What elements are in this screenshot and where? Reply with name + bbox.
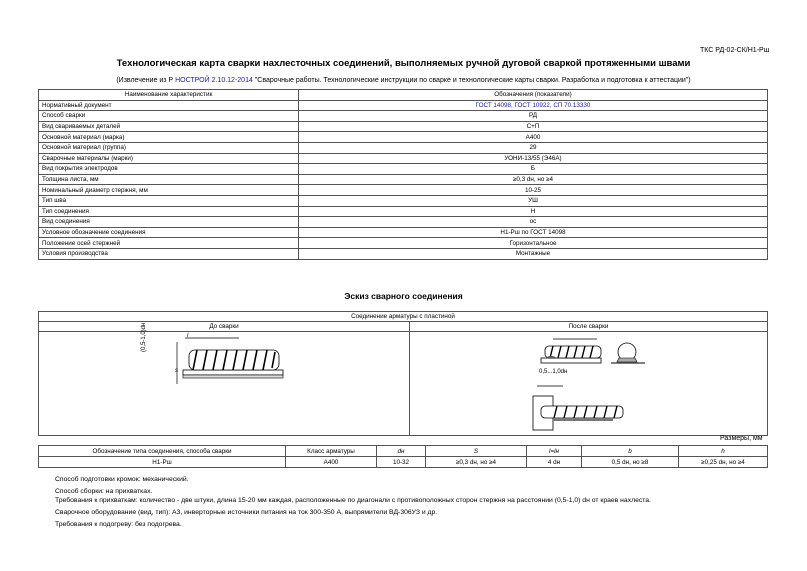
- row-value[interactable]: ГОСТ 14098, ГОСТ 10922, СП 70.13330: [299, 100, 768, 111]
- after-dimension-label: 0,5...1,0dн: [539, 369, 568, 375]
- cell-designation: Н1-Рш: [39, 457, 286, 468]
- offset-dimension-label: (0,5-1,0)dн: [141, 322, 147, 352]
- table-row: [39, 227, 768, 238]
- table-row: [39, 457, 768, 468]
- header-name: Наименование характеристик: [39, 90, 299, 101]
- row-value: Н: [299, 206, 768, 217]
- table-row: [39, 153, 768, 164]
- header-b: b: [582, 446, 679, 457]
- before-welding-header: До сварки: [39, 322, 409, 332]
- row-name: Способ сварки: [39, 111, 299, 122]
- page-title: Технологическая карта сварки нахлесточных соединений, выполняемых ручной дуговой сваркой протяженными швами: [116, 58, 691, 69]
- cell-l: 4 dн: [527, 457, 582, 468]
- table-row: [39, 185, 768, 196]
- row-value: С+П: [299, 121, 768, 132]
- row-value: Б: [299, 164, 768, 175]
- sketch-header: Соединение арматуры с пластиной: [39, 312, 767, 322]
- plate-shape: [183, 375, 283, 378]
- weld-bead: [553, 418, 613, 421]
- row-name: Условия производства: [39, 248, 299, 259]
- row-value: УОНИ-13/55 (Э46А): [299, 153, 768, 164]
- table-row: [39, 238, 768, 249]
- page-subtitle: [0, 77, 807, 84]
- column-divider: [409, 322, 410, 436]
- row-name: Тип соединения: [39, 206, 299, 217]
- row-value: Горизонтальное: [299, 238, 768, 249]
- row-value: 10-25: [299, 185, 768, 196]
- row-value: Монтажные: [299, 248, 768, 259]
- rebar-shape: [541, 406, 623, 418]
- before-welding-drawing: [159, 334, 289, 394]
- plate-shape: [541, 358, 601, 363]
- table-row: [39, 132, 768, 143]
- table-row: [39, 174, 768, 185]
- row-value: 29: [299, 142, 768, 153]
- header-designation: Обозначение типа соединения, способа сварки: [39, 446, 286, 457]
- row-name: Вид соединения: [39, 217, 299, 228]
- row-name: Номинальный диаметр стержня, мм: [39, 185, 299, 196]
- row-name: Положение осей стержней: [39, 238, 299, 249]
- row-value: РД: [299, 111, 768, 122]
- plate-shape: [183, 370, 283, 375]
- table-row: [39, 100, 768, 111]
- row-value: ≥0,3 dн, но ≥4: [299, 174, 768, 185]
- characteristics-header: [39, 90, 768, 101]
- header-class: Класс арматуры: [286, 446, 377, 457]
- table-row: [39, 121, 768, 132]
- row-value: А400: [299, 132, 768, 143]
- row-name: Вид покрытия электродов: [39, 164, 299, 175]
- characteristics-table: [38, 89, 768, 260]
- table-row: [39, 195, 768, 206]
- table-row: [39, 164, 768, 175]
- cell-class: А400: [286, 457, 377, 468]
- cell-h: ≥0,25 dн, но ≥4: [679, 457, 768, 468]
- header-s: S: [426, 446, 527, 457]
- weld-section: [617, 358, 637, 362]
- header-l: l=lн: [527, 446, 582, 457]
- table-row: [39, 142, 768, 153]
- nostroy-link[interactable]: НОСТРОЙ 2.10.12-2014: [175, 77, 253, 84]
- row-name: Сварочные материалы (марки): [39, 153, 299, 164]
- subtitle-prefix: (Извлечение из Р: [116, 77, 176, 84]
- sketch-title: Эскиз сварного соединения: [344, 291, 463, 301]
- header-dn: dн: [377, 446, 426, 457]
- row-name: Основной материал (группа): [39, 142, 299, 153]
- note-edge-prep: Способ подготовки кромок: механический.: [55, 476, 189, 483]
- table-row: [39, 111, 768, 122]
- connection-types-table: [38, 445, 768, 468]
- after-welding-side-drawing: [527, 380, 637, 434]
- cell-s: ≥0,3 dн, но ≥4: [426, 457, 527, 468]
- sketch-panel: [38, 311, 768, 436]
- row-name: Толщина листа, мм: [39, 174, 299, 185]
- note-assembly: Способ сборки: на прихватках.: [55, 488, 153, 495]
- row-value: ос: [299, 217, 768, 228]
- row-value: Н1-Рш по ГОСТ 14098: [299, 227, 768, 238]
- row-name: Вид свариваемых деталей: [39, 121, 299, 132]
- note-equipment: Сварочное оборудование (вид, тип): А3, инверторные источники питания на ток 300-350 А, выпрямители ВД-306УЗ и др.: [55, 509, 438, 516]
- header-h: h: [679, 446, 768, 457]
- types-header: [39, 446, 768, 457]
- row-value: УШ: [299, 195, 768, 206]
- cell-b: 0,5 dн, но ≥8: [582, 457, 679, 468]
- note-tack-welds: Требования к прихваткам: количество - две штуки, длина 15-20 мм каждая, расположенные по диагонали с противоположных сторон стержня на расстоянии (0,5-1,0) dн от краев нахлеста.: [55, 497, 651, 504]
- after-welding-header: После сварки: [410, 322, 767, 332]
- table-row: [39, 248, 768, 259]
- plate-thickness-label: s: [175, 368, 178, 374]
- note-preheat: Требования к подогреву: без подогрева.: [55, 521, 182, 528]
- doc-code: ТКС РД-02-СК/Н1-Рш: [700, 47, 770, 54]
- sizes-label: Размеры, мм: [720, 435, 763, 442]
- length-label: l: [187, 333, 189, 339]
- after-welding-drawing: [527, 334, 657, 372]
- row-name: Нормативный документ: [39, 100, 299, 111]
- table-row: [39, 217, 768, 228]
- row-name: Основной материал (марка): [39, 132, 299, 143]
- table-row: [39, 206, 768, 217]
- header-value: Обозначения (показатели): [299, 90, 768, 101]
- cell-dn: 10-32: [377, 457, 426, 468]
- row-name: Тип шва: [39, 195, 299, 206]
- row-name: Условное обозначение соединения: [39, 227, 299, 238]
- subtitle-rest: "Сварочные работы. Технологические инструкции по сварке и технологические карты сварки. Разработка и подготовка к аттестации"): [252, 77, 691, 84]
